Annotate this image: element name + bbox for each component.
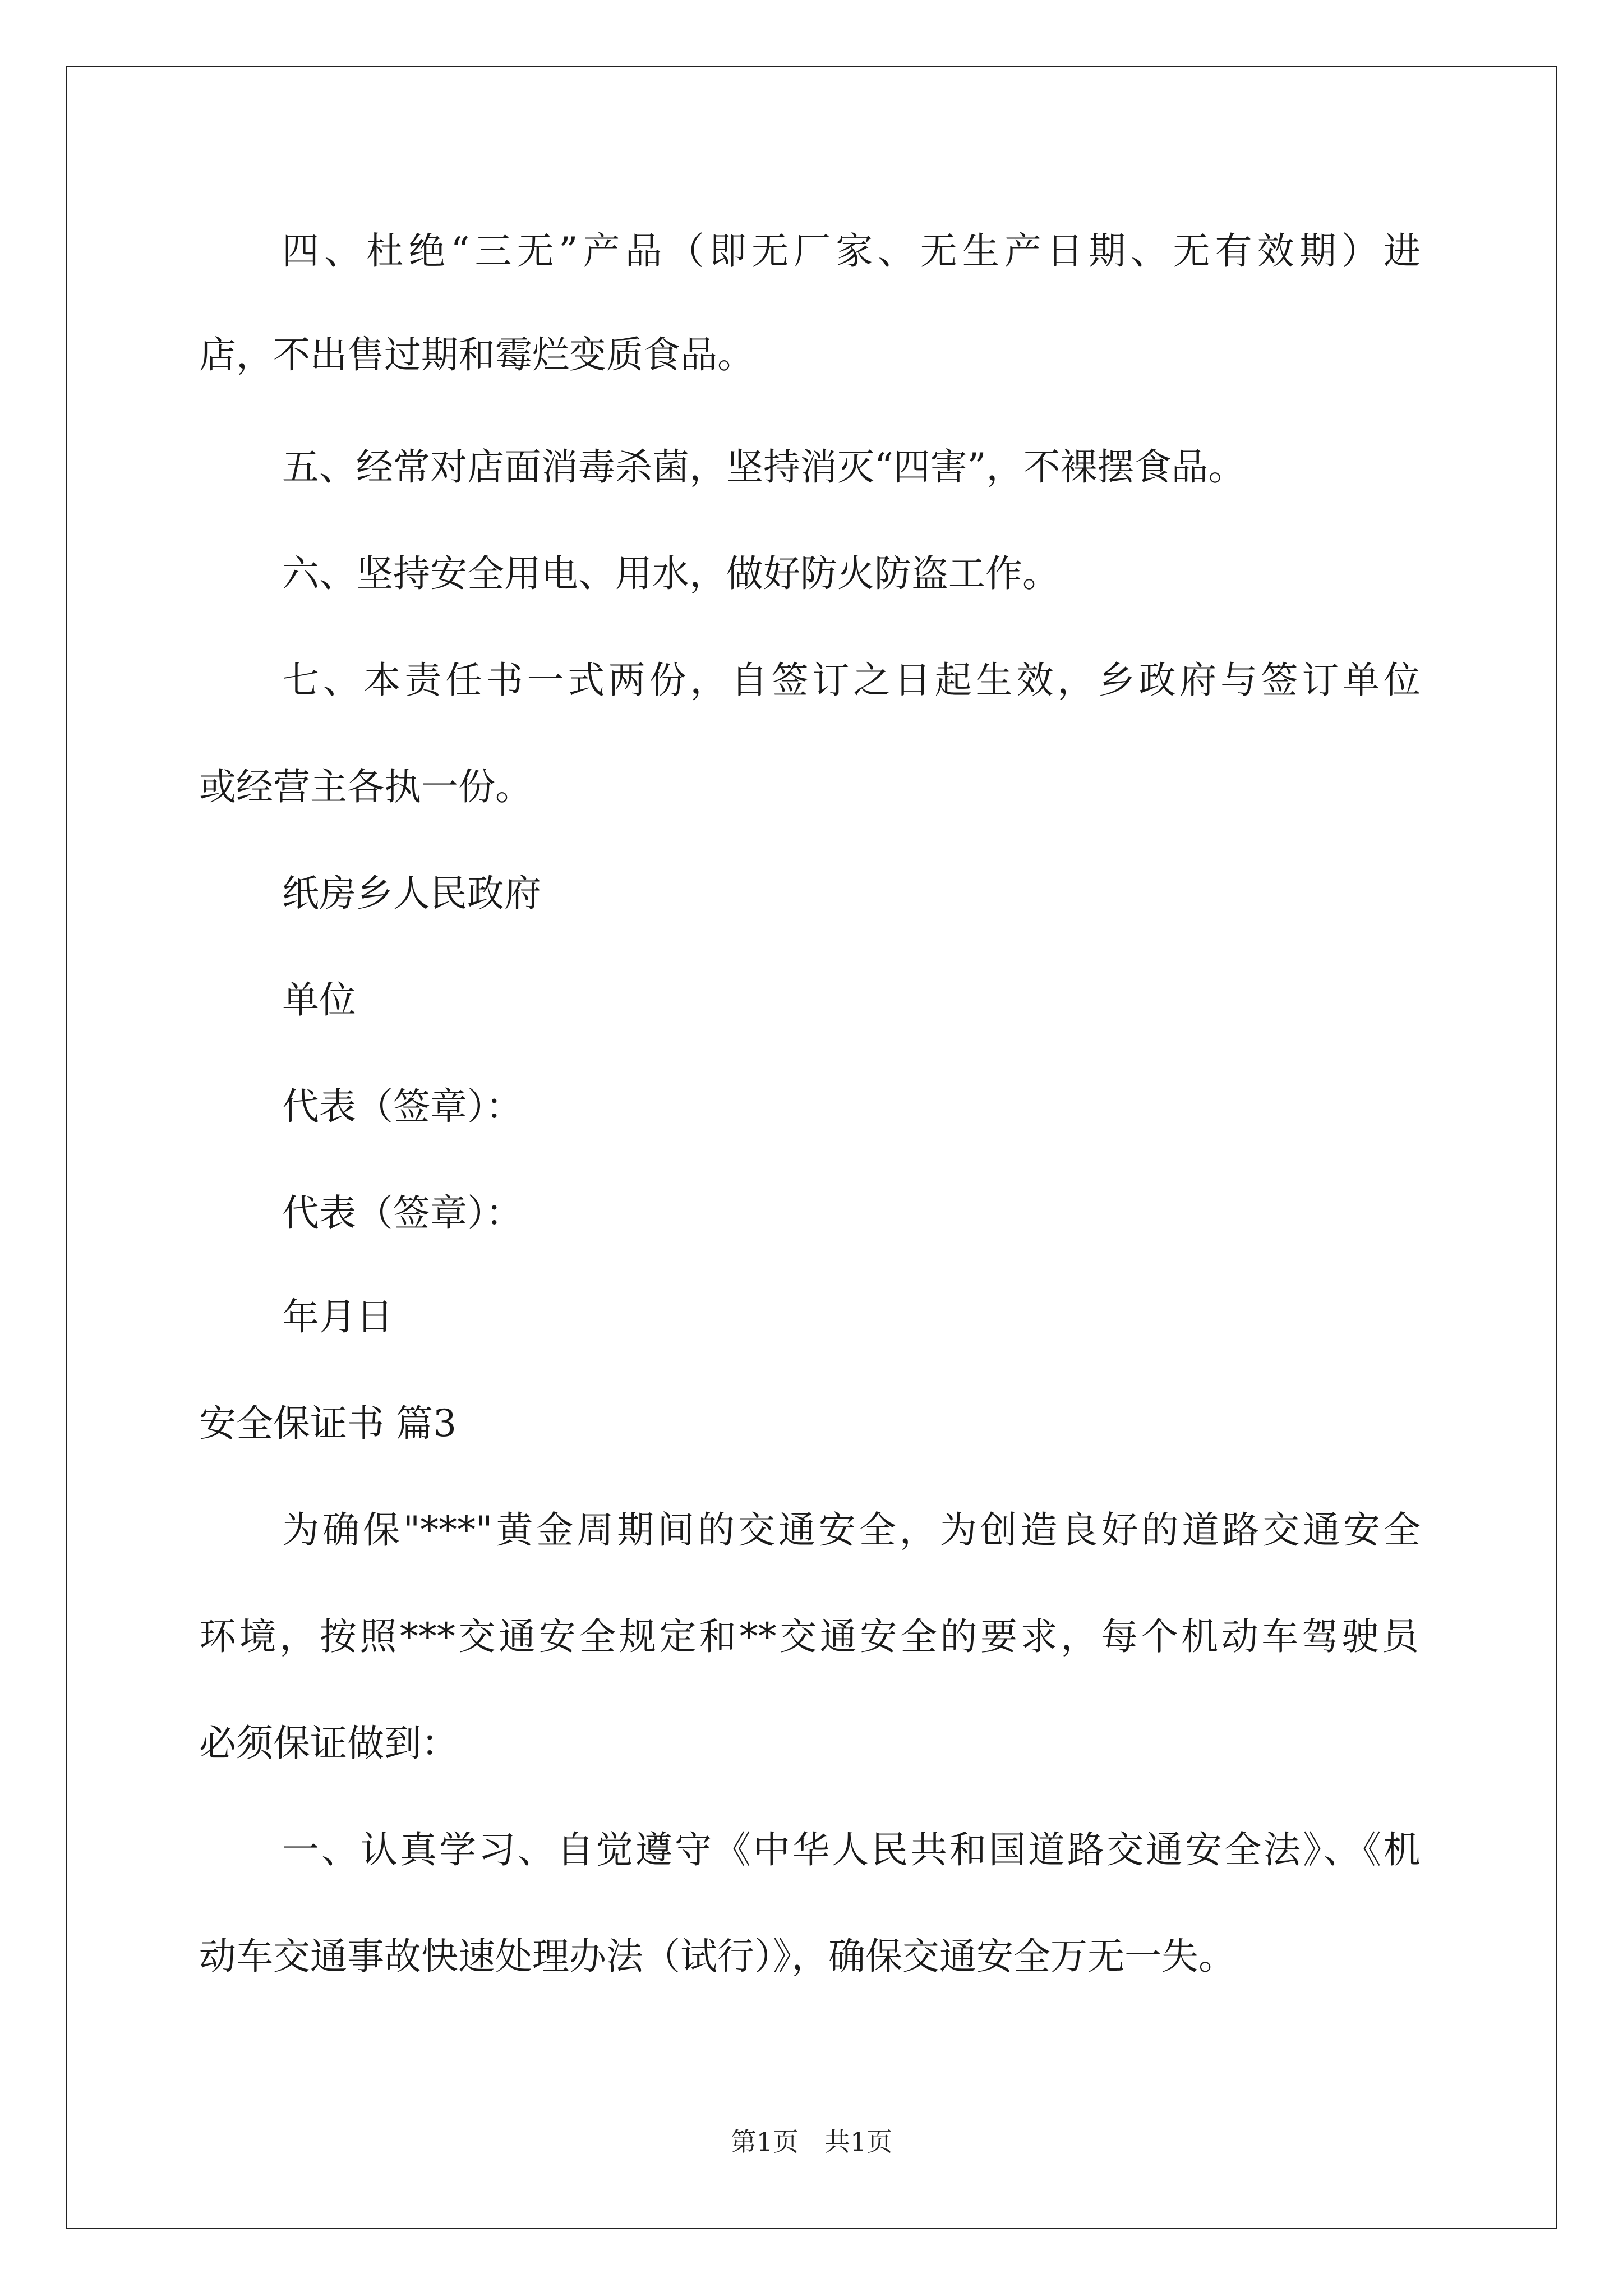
paragraph-line: 环境，按照***交通安全规定和**交通安全的要求，每个机动车驾驶员 — [199, 1615, 1419, 1658]
signature-org: 纸房乡人民政府 — [282, 872, 541, 915]
paragraph-line: 动车交通事故快速处理办法（试行）》，确保交通安全万无一失。 — [199, 1935, 1235, 1978]
section-heading: 安全保证书 篇3 — [199, 1402, 457, 1445]
page-number: 第1页 共1页 — [730, 2127, 893, 2157]
signature-unit: 单位 — [282, 978, 356, 1022]
paragraph-line: 五、经常对店面消毒杀菌，坚持消灭“四害”，不裸摆食品。 — [282, 445, 1246, 489]
signature-date: 年月日 — [282, 1295, 393, 1338]
signature-representative: 代表（签章）： — [282, 1085, 523, 1128]
page-border — [66, 66, 1557, 2229]
paragraph-line: 四、杜绝“三无”产品（即无厂家、无生产日期、无有效期）进 — [282, 229, 1421, 273]
signature-representative: 代表（签章）： — [282, 1191, 523, 1235]
paragraph-line: 为确保"***"黄金周期间的交通安全，为创造良好的道路交通安全 — [282, 1508, 1421, 1552]
paragraph-line: 店，不出售过期和霉烂变质食品。 — [199, 333, 754, 376]
paragraph-line: 必须保证做到： — [199, 1722, 458, 1765]
paragraph-line: 或经营主各执一份。 — [199, 765, 532, 808]
paragraph-line: 一、认真学习、自觉遵守《中华人民共和国道路交通安全法》、《机 — [282, 1828, 1421, 1871]
paragraph-line: 六、坚持安全用电、用水，做好防火防盗工作。 — [282, 552, 1059, 595]
paragraph-line: 七、本责任书一式两份，自签订之日起生效，乡政府与签订单位 — [282, 659, 1421, 702]
